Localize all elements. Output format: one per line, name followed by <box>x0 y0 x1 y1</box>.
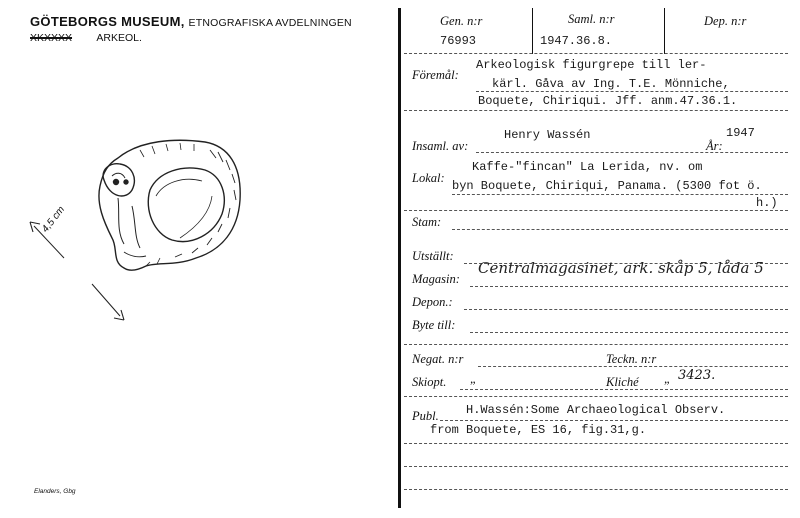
column-divider-1 <box>532 8 533 54</box>
insaml-label: Insaml. av: <box>412 139 469 153</box>
utstallt-label: Utställt: <box>412 249 454 263</box>
skiopt-label: Skiopt. <box>412 375 447 389</box>
card-left-border <box>398 8 401 508</box>
dimension-line-lower <box>92 284 120 316</box>
lokal-line-2: byn Boquete, Chiriqui, Panama. (5300 fot ö. <box>452 179 762 193</box>
foremal-line-1: Arkeologisk figurgrepe till ler- <box>476 58 707 72</box>
column-divider-2 <box>664 8 665 54</box>
magasin-label: Magasin: <box>412 272 460 286</box>
department-name: ETNOGRAFISKA AVDELNINGEN <box>188 17 352 29</box>
dep-number-label: Dep. n:r <box>704 14 747 28</box>
printer-imprint: Elanders, Gbg <box>34 488 76 495</box>
kliche-ditto: „ <box>664 372 671 386</box>
lokal-label: Lokal: <box>412 171 445 185</box>
stam-label: Stam: <box>412 215 442 229</box>
dimension-label: 4,5 cm <box>40 204 68 235</box>
byte-label: Byte till: <box>412 318 456 332</box>
insaml-value: Henry Wassén <box>504 128 591 142</box>
foremal-line-3: Boquete, Chiriqui. Jff. anm.47.36.1. <box>478 94 738 108</box>
foremal-line-2: kärl. Gåva av Ing. T.E. Mönniche, <box>492 77 730 91</box>
ar-label: År: <box>706 139 723 153</box>
magasin-value: Centralmagasinet, ark. skåp 5, låda 5 <box>478 259 764 277</box>
publ-label: Publ. <box>412 409 439 423</box>
artifact-outline <box>99 140 240 270</box>
ar-value: 1947 <box>726 126 755 140</box>
museum-name: GÖTEBORGS MUSEUM, <box>30 14 185 29</box>
section-name: ARKEOL. <box>96 32 142 44</box>
crossed-out-text: XKXXXX <box>30 32 73 44</box>
publ-line-2: from Boquete, ES 16, fig.31,g. <box>430 423 647 437</box>
teckn-label: Teckn. n:r <box>606 352 657 366</box>
saml-number-label: Saml. n:r <box>568 12 615 26</box>
lokal-line-1: Kaffe-"fincan" La Lerida, nv. om <box>472 160 703 174</box>
negat-label: Negat. n:r <box>412 352 464 366</box>
publ-line-1: H.Wassén:Some Archaeological Observ. <box>466 403 726 417</box>
saml-number-value: 1947.36.8. <box>540 34 613 48</box>
skiopt-ditto: „ <box>470 372 477 386</box>
gen-number-label: Gen. n:r <box>440 14 483 28</box>
kliche-label: Kliché <box>606 375 639 389</box>
foremal-label: Föremål: <box>412 68 459 82</box>
kliche-value: 3423. <box>678 368 716 383</box>
gen-number-value: 76993 <box>440 34 477 48</box>
lokal-line-3: h.) <box>756 196 778 210</box>
depon-label: Depon.: <box>412 295 453 309</box>
